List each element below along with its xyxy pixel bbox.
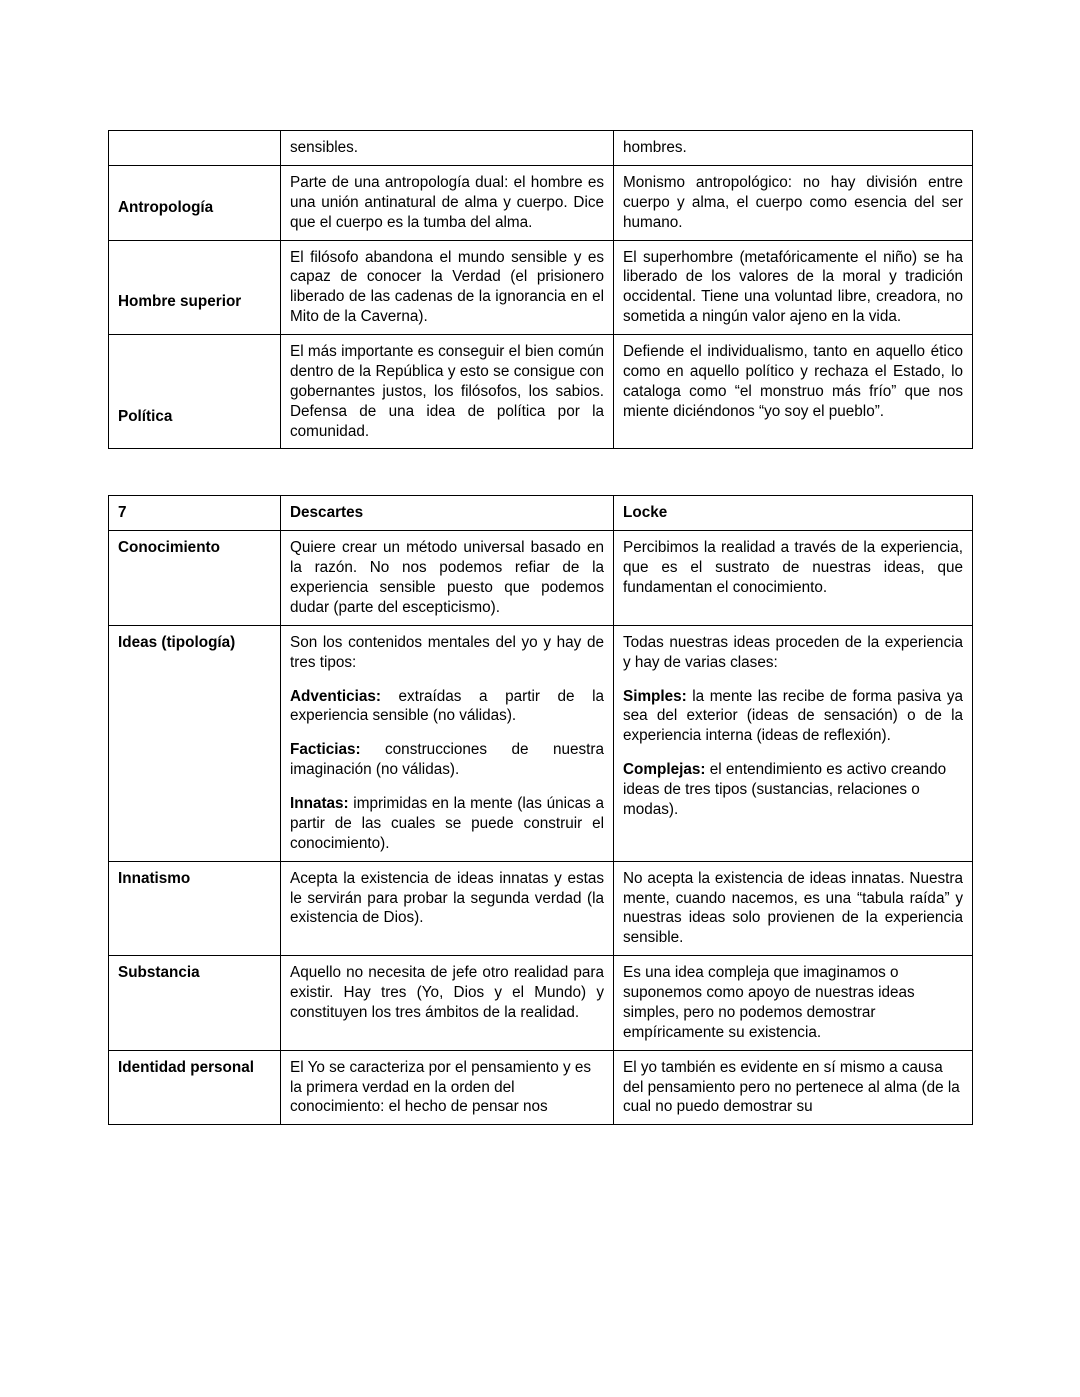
ideas-descartes-intro: Son los contenidos mentales del yo y hay de tres tipos: (290, 633, 604, 671)
row-label-ideas-tipologia: Ideas (tipología) (109, 625, 281, 861)
row-label-identidad-personal: Identidad personal (109, 1050, 281, 1125)
table-row (109, 531, 973, 626)
cell-conocimiento-descartes: Quiere crear un método universal basado en la razón. No nos podemos refiar de la experiencia sensible puesto que podemos dudar (parte del escepticismo). (281, 531, 614, 626)
table-row (109, 240, 973, 335)
table-row (109, 625, 973, 861)
term-adventicias-text: extraídas a partir de la experiencia sensible (no válidas). (290, 687, 604, 725)
ideas-locke-intro: Todas nuestras ideas proceden de la experiencia y hay de varias clases: (623, 633, 963, 671)
table-row (109, 1050, 973, 1125)
ideas-descartes-item-facticias (290, 740, 604, 780)
cell-hombre-superior-col3: El superhombre (metafóricamente el niño) se ha liberado de los valores de la moral y tradición occidental. Tiene una voluntad libre, creadora, no sometida a ningún valor ajeno en la vida. (614, 240, 973, 335)
cell-substancia-locke: Es una idea compleja que imaginamos o suponemos como apoyo de nuestras ideas simples, pero no podemos demostrar empíricamente su existencia. (614, 956, 973, 1051)
term-facticias-text: construcciones de nuestra imaginación (no válidas). (290, 741, 604, 779)
comparison-table-descartes-locke (108, 495, 973, 1125)
table-row (109, 131, 973, 166)
row-label-substancia: Substancia (109, 956, 281, 1051)
cell-ideas-descartes (281, 625, 614, 861)
term-innatas-text: imprimidas en la mente (las únicas a partir de las cuales se puede construir el conocimiento). (290, 795, 604, 852)
table-separator (108, 449, 972, 495)
row-label-antropologia: Antropología (109, 165, 281, 240)
header-column-descartes: Descartes (281, 496, 614, 531)
term-adventicias: Adventicias: (290, 687, 381, 705)
table-row (109, 956, 973, 1051)
header-table-number: 7 (109, 496, 281, 531)
cell-fragment-col3: hombres. (614, 131, 973, 166)
term-simples: Simples: (623, 687, 687, 705)
cell-antropologia-col3: Monismo antropológico: no hay división entre cuerpo y alma, el cuerpo como esencia del ser humano. (614, 165, 973, 240)
cell-substancia-descartes: Aquello no necesita de jefe otro realidad para existir. Hay tres (Yo, Dios y el Mundo) y constituyen los tres ámbitos de la realidad. (281, 956, 614, 1051)
cell-hombre-superior-col2: El filósofo abandona el mundo sensible y es capaz de conocer la Verdad (el prisionero liberado de las cadenas de la ignorancia en el Mito de la Caverna). (281, 240, 614, 335)
row-label-politica: Política (109, 335, 281, 449)
term-facticias: Facticias: (290, 741, 361, 759)
cell-conocimiento-locke: Percibimos la realidad a través de la experiencia, que es el sustrato de nuestras ideas, que fundamentan el conocimiento. (614, 531, 973, 626)
cell-politica-col2: El más importante es conseguir el bien común dentro de la República y esto se consigue con gobernantes justos, los filósofos, los sabios. Defensa de una idea de política por la comunidad. (281, 335, 614, 449)
cell-fragment-col2: sensibles. (281, 131, 614, 166)
term-complejas-text: el entendimiento es activo creando ideas de tres tipos (sustancias, relaciones o modas). (623, 761, 947, 818)
cell-antropologia-col2: Parte de una antropología dual: el hombre es una unión antinatural de alma y cuerpo. Dice que el cuerpo es la tumba del alma. (281, 165, 614, 240)
table-row (109, 165, 973, 240)
cell-ideas-locke (614, 625, 973, 861)
table-row (109, 861, 973, 956)
term-simples-text: la mente las recibe de forma pasiva ya sea del exterior (ideas de sensación) o de la experiencia interna (ideas de reflexión). (623, 687, 963, 745)
ideas-descartes-item-adventicias (290, 687, 604, 727)
term-innatas: Innatas: (290, 795, 349, 812)
table-header-row (109, 496, 973, 531)
cell-innatismo-locke: No acepta la existencia de ideas innatas. Nuestra mente, cuando nacemos, es una “tabula raída” y nuestras ideas solo provienen de la experiencia sensible. (614, 861, 973, 956)
cell-identidad-descartes: El Yo se caracteriza por el pensamiento y es la primera verdad en la orden del conocimiento: el hecho de pensar nos (281, 1050, 614, 1125)
row-label-innatismo: Innatismo (109, 861, 281, 956)
cell-innatismo-descartes: Acepta la existencia de ideas innatas y estas le servirán para probar la segunda verdad (la existencia de Dios). (281, 861, 614, 956)
comparison-table-platon-nietzsche (108, 130, 973, 449)
ideas-locke-item-simples (623, 687, 963, 747)
term-complejas: Complejas: (623, 761, 706, 779)
ideas-descartes-item-innatas (290, 794, 604, 854)
ideas-locke-item-complejas (623, 760, 963, 820)
header-column-locke: Locke (614, 496, 973, 531)
table-row (109, 335, 973, 449)
row-label-conocimiento: Conocimiento (109, 531, 281, 626)
cell-politica-col3: Defiende el individualismo, tanto en aquello ético como en aquello político y rechaza el Estado, lo cataloga como “el monstruo más frío” que nos miente diciéndonos “yo soy el pueblo”. (614, 335, 973, 449)
row-label-empty (109, 131, 281, 166)
row-label-hombre-superior: Hombre superior (109, 240, 281, 335)
cell-identidad-locke: El yo también es evidente en sí mismo a causa del pensamiento pero no pertenece al alma (de la cual no puedo demostrar su (614, 1050, 973, 1125)
